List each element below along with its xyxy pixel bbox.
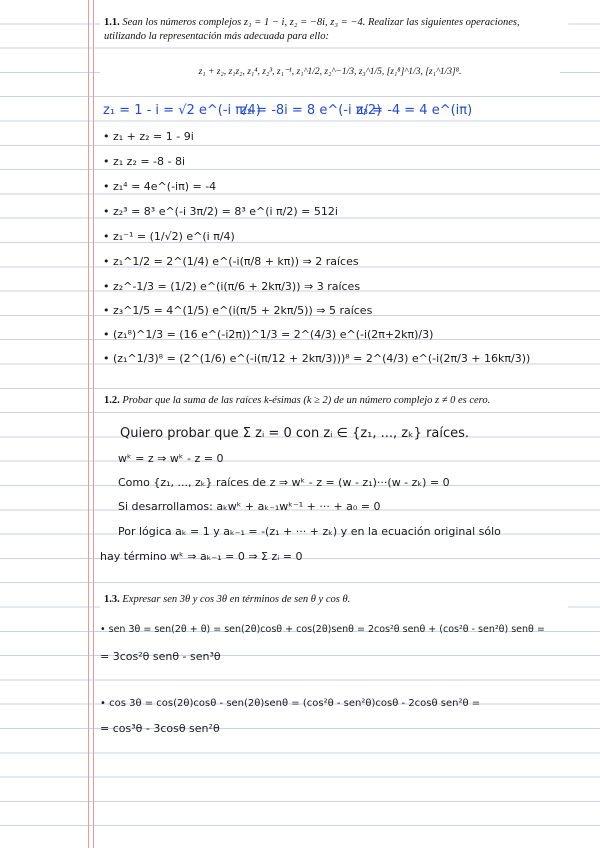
hw-line: • (z₁⁸)^1/3 = (16 e^(-i2π))^1/3 = 2^(4/3) e^(-i(2π+2kπ)/3) bbox=[103, 328, 434, 341]
problem-text: utilizando la representación más adecuada para ello: bbox=[104, 31, 329, 42]
hw-line: hay término wᵏ ⇒ aₖ₋₁ = 0 ⇒ Σ zᵢ = 0 bbox=[100, 550, 303, 563]
problem-number: 1.2. bbox=[104, 395, 120, 406]
problem-number: 1.3. bbox=[104, 594, 120, 605]
hw-line: Por lógica aₖ = 1 y aₖ₋₁ = -(z₁ + ··· + zₖ) y en la ecuación original sólo bbox=[118, 525, 501, 538]
hw-line: Quiero probar que Σ zᵢ = 0 con zᵢ ∈ {z₁, ..., zₖ} raíces. bbox=[120, 426, 470, 441]
hw-line: • z₃^1/5 = 4^(1/5) e^(i(π/5 + 2kπ/5)) ⇒ 5 raíces bbox=[103, 304, 373, 317]
hw-line: = 3cos²θ senθ - sen³θ bbox=[100, 650, 221, 663]
problem-text: Expresar sen 3θ y cos 3θ en términos de sen θ y cos θ. bbox=[122, 594, 351, 605]
hw-line: wᵏ = z ⇒ wᵏ - z = 0 bbox=[118, 452, 224, 465]
hw-line: z₃ = -4 = 4 e^(iπ) bbox=[356, 103, 473, 118]
problem-text: Probar que la suma de las raíces k-ésimas (k ≥ 2) de un número complejo z ≠ 0 es cero. bbox=[122, 395, 491, 406]
hw-line: z₂ = -8i = 8 e^(-i π/2) bbox=[240, 103, 382, 118]
problem-text: Sean los números complejos z₁ = 1 − i, z₂ = −8i, z₃ = −4. Realizar las siguientes operaciones, bbox=[122, 17, 520, 28]
hw-line: • sen 3θ = sen(2θ + θ) = sen(2θ)cosθ + cos(2θ)senθ = 2cos²θ senθ + (cos²θ - sen²θ) senθ = bbox=[100, 624, 545, 635]
hw-line: • z₂^-1/3 = (1/2) e^(i(π/6 + 2kπ/3)) ⇒ 3 raíces bbox=[103, 280, 361, 293]
hw-line: • z₁ z₂ = -8 - 8i bbox=[103, 155, 186, 168]
hw-line: = cos³θ - 3cosθ sen²θ bbox=[100, 722, 220, 735]
problem-1-1-statement bbox=[100, 14, 568, 46]
hw-line: z₁ = 1 - i = √2 e^(-i π/4) bbox=[103, 103, 261, 118]
hw-line: Como {z₁, ..., zₖ} raíces de z ⇒ wᵏ - z = (w - z₁)···(w - zₖ) = 0 bbox=[118, 476, 450, 489]
hw-line: • z₁^1/2 = 2^(1/4) e^(-i(π/8 + kπ)) ⇒ 2 raíces bbox=[103, 255, 359, 268]
margin-line-1 bbox=[88, 0, 89, 848]
problem-1-3-statement bbox=[100, 591, 568, 609]
problem-number: 1.1. bbox=[104, 17, 120, 28]
margin-line-2 bbox=[93, 0, 94, 848]
hw-line: • z₁⁴ = 4e^(-iπ) = -4 bbox=[103, 180, 217, 193]
problem-1-2-statement bbox=[100, 392, 568, 410]
hw-line: Si desarrollamos: aₖwᵏ + aₖ₋₁wᵏ⁻¹ + ··· + a₀ = 0 bbox=[118, 500, 381, 513]
hw-line: • z₁ + z₂ = 1 - 9i bbox=[103, 130, 194, 143]
hw-line: • cos 3θ = cos(2θ)cosθ - sen(2θ)senθ = (cos²θ - sen²θ)cosθ - 2cosθ sen²θ = bbox=[100, 698, 481, 709]
hw-line: • z₂³ = 8³ e^(-i 3π/2) = 8³ e^(i π/2) = 512i bbox=[103, 205, 338, 218]
hw-line: • (z₁^1/3)⁸ = (2^(1/6) e^(-i(π/12 + 2kπ/3)))⁸ = 2^(4/3) e^(-i(2π/3 + 16kπ/3)) bbox=[103, 352, 531, 365]
problem-1-1-formula: z₁ + z₂, z₁z₂, z₁⁴, z₂³, z₁⁻¹, z₁^1/2, z₂^−1/3, z₃^1/5, [z₁⁸]^1/3, [z₁^1/3]⁸. bbox=[100, 64, 560, 79]
hw-line: • z₁⁻¹ = (1/√2) e^(i π/4) bbox=[103, 230, 235, 243]
